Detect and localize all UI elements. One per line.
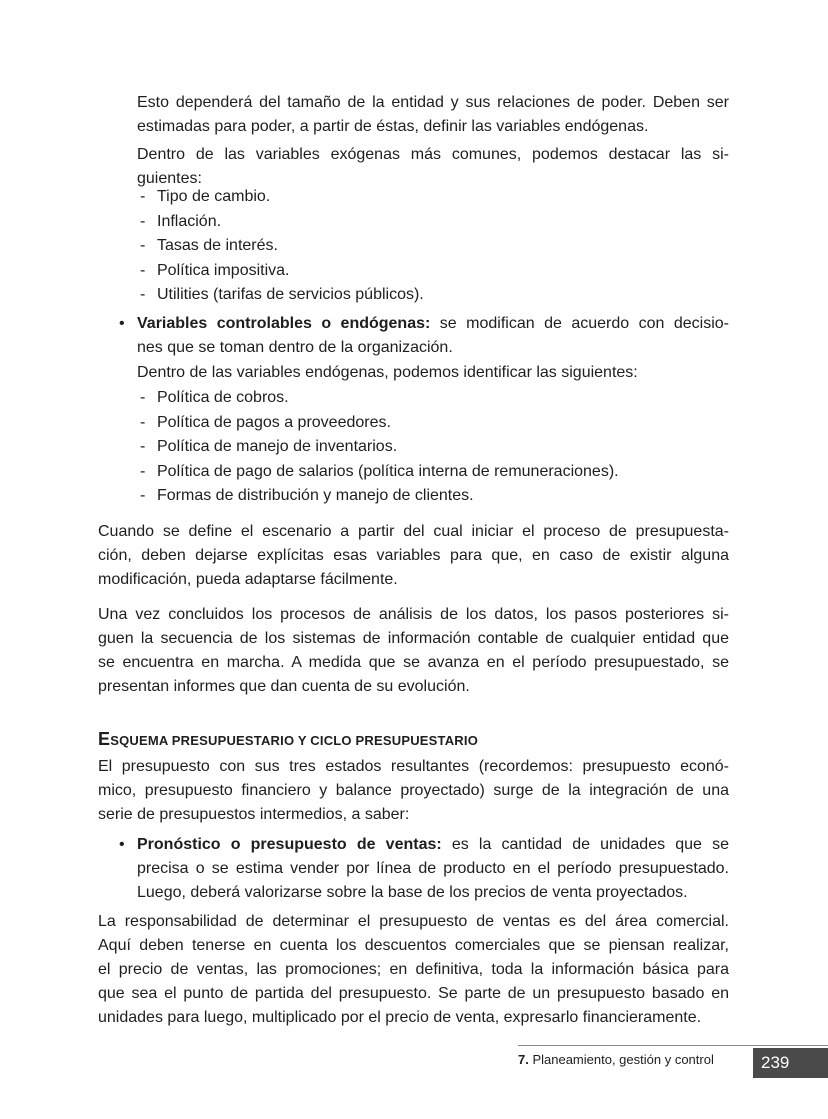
dash-marker: - [140,487,146,504]
footer-rule [518,1045,828,1046]
dash-marker: - [140,188,146,205]
list-item: Política de cobros. [157,389,289,406]
heading-initial: E [98,729,111,749]
text-line: Luego, deberá valorizarse sobre la base de los precios de venta proyectados. [137,884,688,901]
bullet-item [137,833,729,905]
list-item: Política impositiva. [157,261,290,279]
text-line: que sea el punto de partida del presupuesto. Se parte de un presupuesto basado en [98,985,729,1002]
dash-marker: - [140,237,146,254]
paragraph [137,143,729,191]
bullet-item [137,312,729,360]
text-line: modificación, pueda adaptarse fácilmente. [98,571,398,588]
list-item: Política de manejo de inventarios. [157,438,398,455]
list-item: Utilities (tarifas de servicios públicos). [157,286,424,303]
dash-marker: - [140,438,146,455]
list-item: Política de pagos a proveedores. [157,413,391,431]
text-line: Dentro de las variables exógenas más comunes, podemos destacar las si- [137,146,729,163]
section-heading [98,727,478,753]
text-line [137,312,729,336]
text-line: serie de presupuestos intermedios, a saber: [98,806,410,823]
list-item: Inflación. [157,212,222,230]
list-item: Tasas de interés. [157,237,278,254]
text-line: nes que se toman dentro de la organización. [137,339,453,356]
bullet-term: Pronóstico o presupuesto de ventas: [137,836,442,853]
text-line: El presupuesto con sus tres estados resultantes (recordemos: presupuesto econó- [98,758,729,775]
text-line: presentan informes que dan cuenta de su evolución. [98,678,470,695]
list-item: Formas de distribución y manejo de clientes. [157,487,474,504]
paragraph [98,755,729,827]
paragraph [98,520,729,592]
dash-marker: - [140,286,146,303]
dash-marker: - [140,413,146,431]
dash-marker: - [140,212,146,230]
text-line: el precio de ventas, las promociones; en definitiva, toda la información básica para [98,961,729,978]
bullet-text: se modifican de acuerdo con decisio- [430,315,729,332]
text-line: Cuando se define el escenario a partir del cual iniciar el proceso de presupuesta- [98,523,729,540]
text-line: unidades para luego, multiplicado por el precio de venta, expresarlo financieramente. [98,1009,702,1026]
page-number: 239 [753,1048,828,1078]
bullet-marker: • [119,315,125,332]
text-line: Una vez concluidos los procesos de análisis de los datos, los pasos posteriores si- [98,606,729,623]
text-line: precisa o se estima vender por línea de producto en el período presupuestado. [137,860,729,877]
text-line: mico, presupuesto financiero y balance proyectado) surge de la integración de una [98,782,729,799]
text-line: La responsabilidad de determinar el presupuesto de ventas es del área comercial. [98,913,729,930]
heading-text: SQUEMA PRESUPUESTARIO Y CICLO PRESUPUESTARIO [110,733,479,748]
list-item: Tipo de cambio. [157,188,271,205]
paragraph [137,91,729,139]
text-line [137,833,729,857]
chapter-number: 7. [518,1052,529,1067]
text-line: Aquí deben tenerse en cuenta los descuentos comerciales que se piensan realizar, [98,937,729,954]
text-line: Esto dependerá del tamaño de la entidad y sus relaciones de poder. Deben ser [137,94,729,111]
paragraph [98,910,729,1030]
bullet-term: Variables controlables o endógenas: [137,315,431,332]
text-line: guientes: [137,170,202,187]
dash-marker: - [140,389,146,406]
paragraph [98,603,729,699]
text-line: guen la secuencia de los sistemas de información contable de cualquier entidad que [98,630,729,647]
bullet-text: es la cantidad de unidades que se [441,836,729,853]
dash-marker: - [140,261,146,279]
chapter-title: Planeamiento, gestión y control [528,1052,714,1067]
text-line: ción, deben dejarse explícitas esas variables para que, en caso de existir alguna [98,547,729,564]
dash-marker: - [140,462,146,480]
text-line: se encuentra en marcha. A medida que se avanza en el período presupuestado, se [98,654,729,671]
footer-chapter [518,1050,714,1070]
bullet-marker: • [119,836,125,853]
text-line: estimadas para poder, a partir de éstas, definir las variables endógenas. [137,118,649,135]
list-item: Política de pago de salarios (política interna de remuneraciones). [157,462,619,480]
paragraph: Dentro de las variables endógenas, podemos identificar las siguientes: [137,364,638,381]
